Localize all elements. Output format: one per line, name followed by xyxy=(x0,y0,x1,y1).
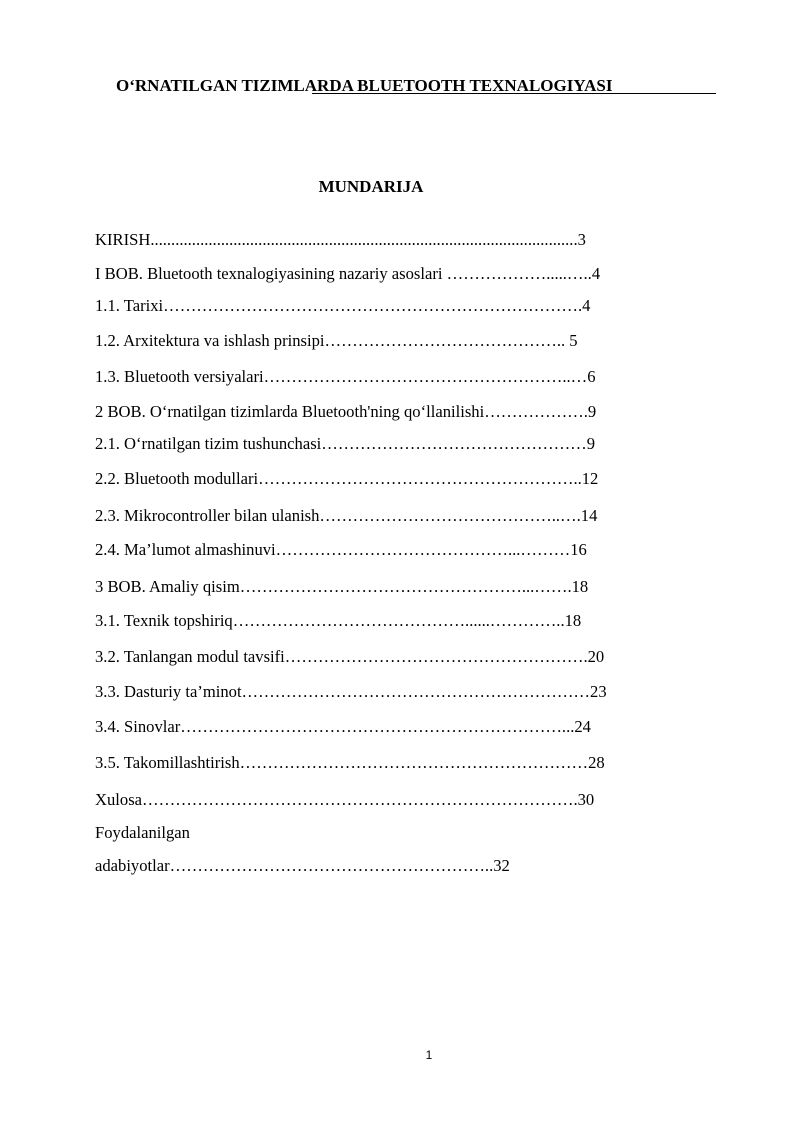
toc-entry-xulosa: Xulosa…………………………………………………………………….30 xyxy=(95,790,595,809)
toc-entry-2-1: 2.1. O‘rnatilgan tizim tushunchasi…………………………………………9 xyxy=(95,434,596,453)
document-title: O‘RNATILGAN TIZIMLARDA BLUETOOTH TEXNALOGIYASI xyxy=(116,76,613,95)
toc-entry-chapter-3: 3 BOB. Amaliy qisim……………………………………………...…….18 xyxy=(95,577,589,596)
toc-entry-2-4: 2.4. Ma’lumot almashinuvi……………………………………...………16 xyxy=(95,540,587,559)
toc-entry-chapter-1: I BOB. Bluetooth texnalogiyasining nazariy asoslari ……………….....…..4 xyxy=(95,264,601,283)
toc-entry-kirish: KIRISH.......................................................................................................3 xyxy=(95,230,586,249)
toc-entry-1-3: 1.3. Bluetooth versiyalari………………………………………………..…6 xyxy=(95,367,596,386)
toc-entry-3-1: 3.1. Texnik topshiriq……………………………………......…………..18 xyxy=(95,611,582,630)
toc-entry-3-5: 3.5. Takomillashtirish………………………………………………………28 xyxy=(95,753,605,772)
toc-entry-3-2: 3.2. Tanlangan modul tavsifi……………………………………………….20 xyxy=(95,647,605,666)
toc-entry-1-2: 1.2. Arxitektura va ishlash prinsipi…………………………………….. 5 xyxy=(95,331,578,350)
page-number: 1 xyxy=(425,1048,433,1062)
toc-entry-references-line-1: Foydalanilgan xyxy=(95,823,190,842)
toc-entry-chapter-2: 2 BOB. O‘rnatilgan tizimlarda Bluetooth'ning qo‘llanilishi……………….9 xyxy=(95,402,597,421)
title-underline xyxy=(312,93,716,94)
toc-entry-references-line-2: adabiyotlar…………………………………………………..32 xyxy=(95,856,510,875)
toc-entry-3-3: 3.3. Dasturiy ta’minot………………………………………………………23 xyxy=(95,682,607,701)
toc-entry-2-3: 2.3. Mikrocontroller bilan ulanish……………………………………..….14 xyxy=(95,506,598,525)
toc-heading: MUNDARIJA xyxy=(318,177,424,196)
toc-entry-1-1: 1.1. Tarixi………………………………………………………………….4 xyxy=(95,296,591,315)
toc-entry-2-2: 2.2. Bluetooth modullari…………………………………………………..12 xyxy=(95,469,599,488)
toc-entry-3-4: 3.4. Sinovlar……………………………………………………………...24 xyxy=(95,717,591,736)
